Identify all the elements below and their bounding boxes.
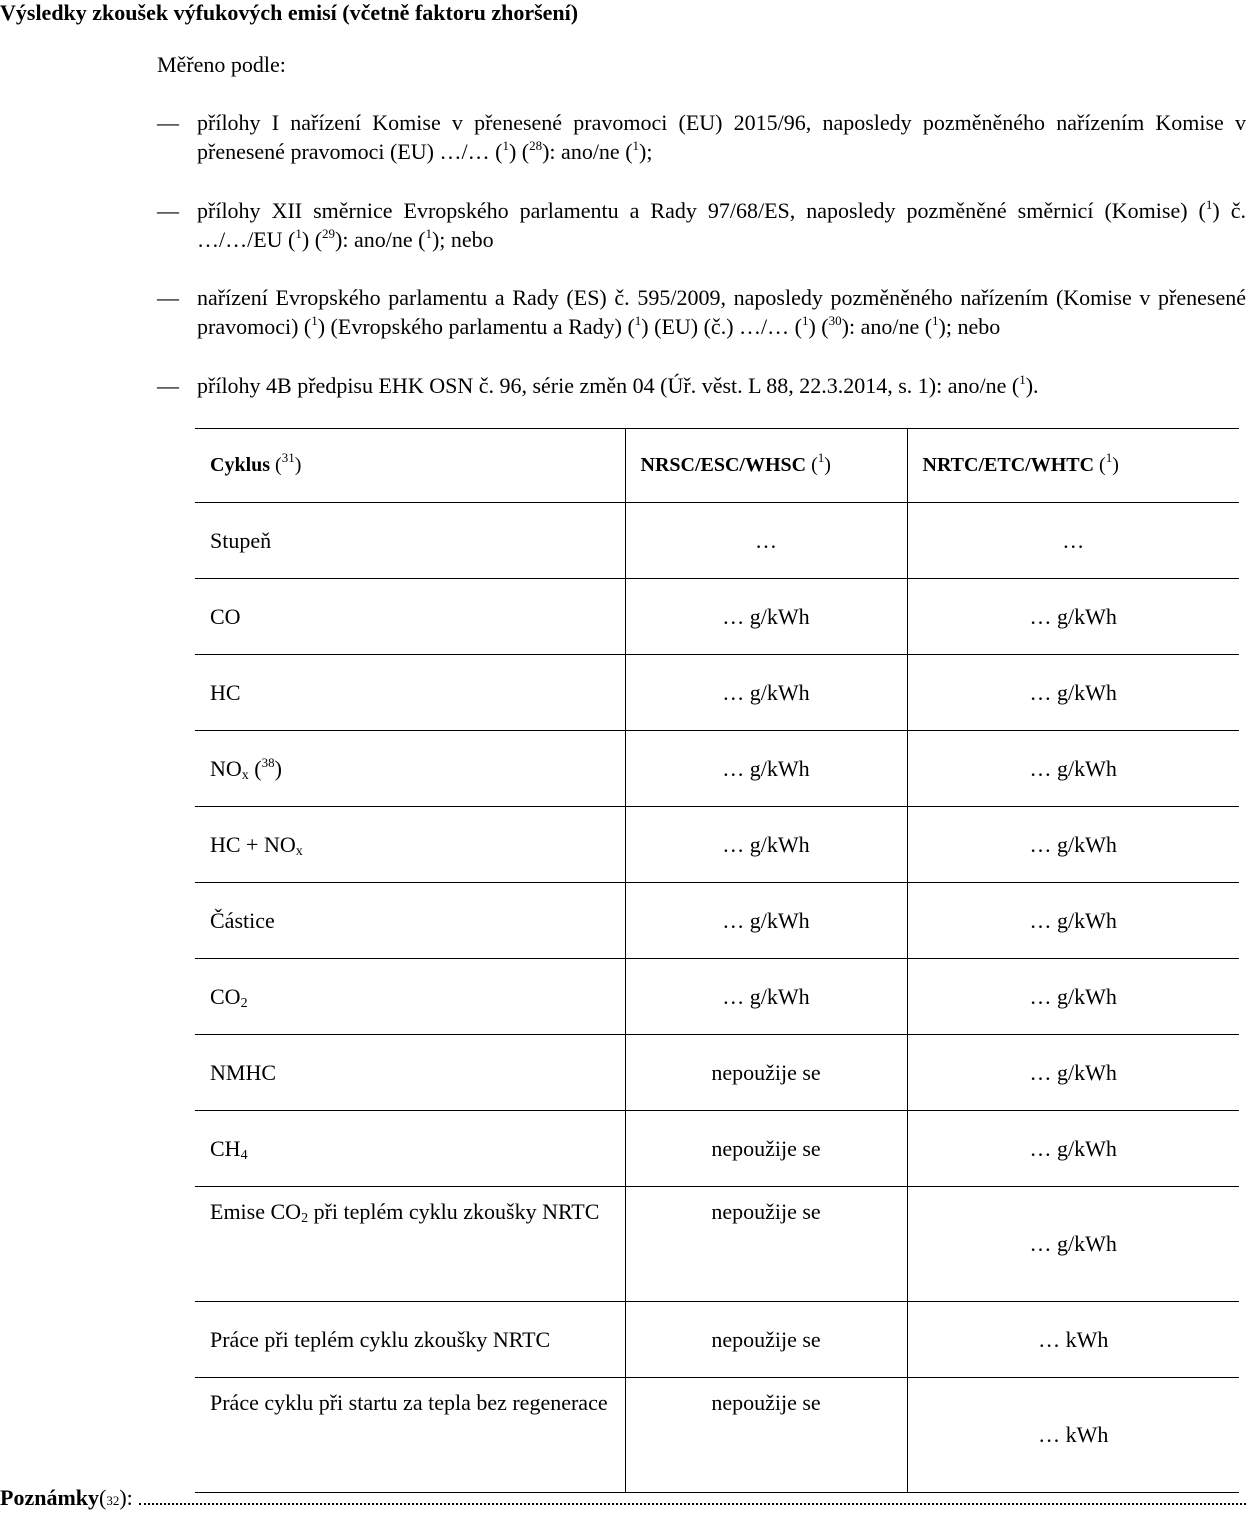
notes-line: Poznámky ( 32 ):: [0, 1485, 1246, 1511]
dash-bullet: —: [157, 198, 179, 223]
list-item: [157, 283, 1246, 341]
table-row: [195, 1187, 1239, 1302]
measured-by-label: Měřeno podle:: [157, 52, 286, 77]
list-item: [157, 371, 1246, 400]
value-cell: … g/kWh: [907, 1035, 1239, 1111]
value-cell: … g/kWh: [625, 731, 907, 807]
notes-dotted-line: [139, 1485, 1246, 1505]
row-label: $NO_x$ ($^{38}$): [195, 731, 625, 807]
table-row: [195, 1302, 1239, 1378]
table-row: [195, 1035, 1239, 1111]
list-item: [157, 108, 1246, 166]
dash-bullet: —: [157, 373, 179, 398]
list-item-text: přílohy I nařízení Komise v přenesené pravomoci (EU) 2015/96, naposledy pozměněného nařízením Komise v přenesené pravomoci (EU) …/… ($^1$) ($^{28}$): ano/ne ($^1$);: [197, 110, 1246, 164]
table-row: [195, 959, 1239, 1035]
value-cell: … g/kWh: [625, 959, 907, 1035]
row-label: Částice: [195, 883, 625, 959]
value-cell: … g/kWh: [907, 655, 1239, 731]
value-cell: … g/kWh: [625, 655, 907, 731]
value-cell: nepoužije se: [625, 1035, 907, 1111]
row-label: Emise $CO_2$ při teplém cyklu zkoušky NRTC: [195, 1187, 625, 1302]
list-item-text: nařízení Evropského parlamentu a Rady (ES) č. 595/2009, naposledy pozměněného nařízením (Komise v přenesené pravomoci) ($^1$) (Evropského parlamentu a Rady) ($^1$) (EU) (č.) …/… ($^1$) ($^{30}$): ano/ne ($^1$); nebo: [197, 285, 1246, 339]
row-label: HC + $NO_x$: [195, 807, 625, 883]
table-row: [195, 1378, 1239, 1493]
row-label: Práce při teplém cyklu zkoušky NRTC: [195, 1302, 625, 1378]
value-cell: nepoužije se: [625, 1111, 907, 1187]
table-row: [195, 503, 1239, 579]
table-row: [195, 1111, 1239, 1187]
value-cell: nepoužije se: [625, 1187, 907, 1302]
row-label: Stupeň: [195, 503, 625, 579]
dash-bullet: —: [157, 285, 179, 310]
table-header-row: [195, 429, 1239, 503]
value-cell: … g/kWh: [907, 959, 1239, 1035]
value-cell: … g/kWh: [907, 731, 1239, 807]
dash-bullet: —: [157, 110, 179, 135]
table-row: [195, 731, 1239, 807]
value-cell: nepoužije se: [625, 1302, 907, 1378]
document-title: Výsledky zkoušek výfukových emisí (včetně faktoru zhoršení): [0, 0, 579, 25]
row-label: CO: [195, 579, 625, 655]
row-label: Práce cyklu při startu za tepla bez regenerace: [195, 1378, 625, 1493]
value-cell: … g/kWh: [907, 1187, 1239, 1302]
row-label: NMHC: [195, 1035, 625, 1111]
list-item-text: přílohy 4B předpisu EHK OSN č. 96, série změn 04 (Úř. věst. L 88, 22.3.2014, s. 1): ano/ne ($^1$).: [197, 372, 1039, 398]
notes-label: Poznámky: [0, 1485, 99, 1510]
table-row: [195, 883, 1239, 959]
value-cell: … g/kWh: [907, 1111, 1239, 1187]
value-cell: … g/kWh: [625, 807, 907, 883]
value-cell: … g/kWh: [907, 883, 1239, 959]
emissions-table: [195, 428, 1239, 1493]
value-cell: … g/kWh: [907, 579, 1239, 655]
table-row: [195, 655, 1239, 731]
table-row: [195, 807, 1239, 883]
header-nrsc: NRSC/ESC/WHSC ($^1$): [625, 429, 907, 503]
row-label: $CH_4$: [195, 1111, 625, 1187]
value-cell: nepoužije se: [625, 1378, 907, 1493]
value-cell: … g/kWh: [907, 807, 1239, 883]
row-label: $CO_2$: [195, 959, 625, 1035]
value-cell: … kWh: [907, 1302, 1239, 1378]
value-cell: … g/kWh: [625, 579, 907, 655]
value-cell: …: [907, 503, 1239, 579]
header-nrtc: NRTC/ETC/WHTC ($^1$): [907, 429, 1239, 503]
value-cell: … g/kWh: [625, 883, 907, 959]
list-item: [157, 196, 1246, 254]
row-label: HC: [195, 655, 625, 731]
header-cycle: Cyklus ($^{31}$): [195, 429, 625, 503]
value-cell: … kWh: [907, 1378, 1239, 1493]
list-item-text: přílohy XII směrnice Evropského parlamentu a Rady 97/68/ES, naposledy pozměněné směrnicí (Komise) ($^1$) č. …/…/EU ($^1$) ($^{29}$): ano/ne ($^1$); nebo: [197, 197, 1246, 252]
value-cell: …: [625, 503, 907, 579]
table-row: [195, 579, 1239, 655]
